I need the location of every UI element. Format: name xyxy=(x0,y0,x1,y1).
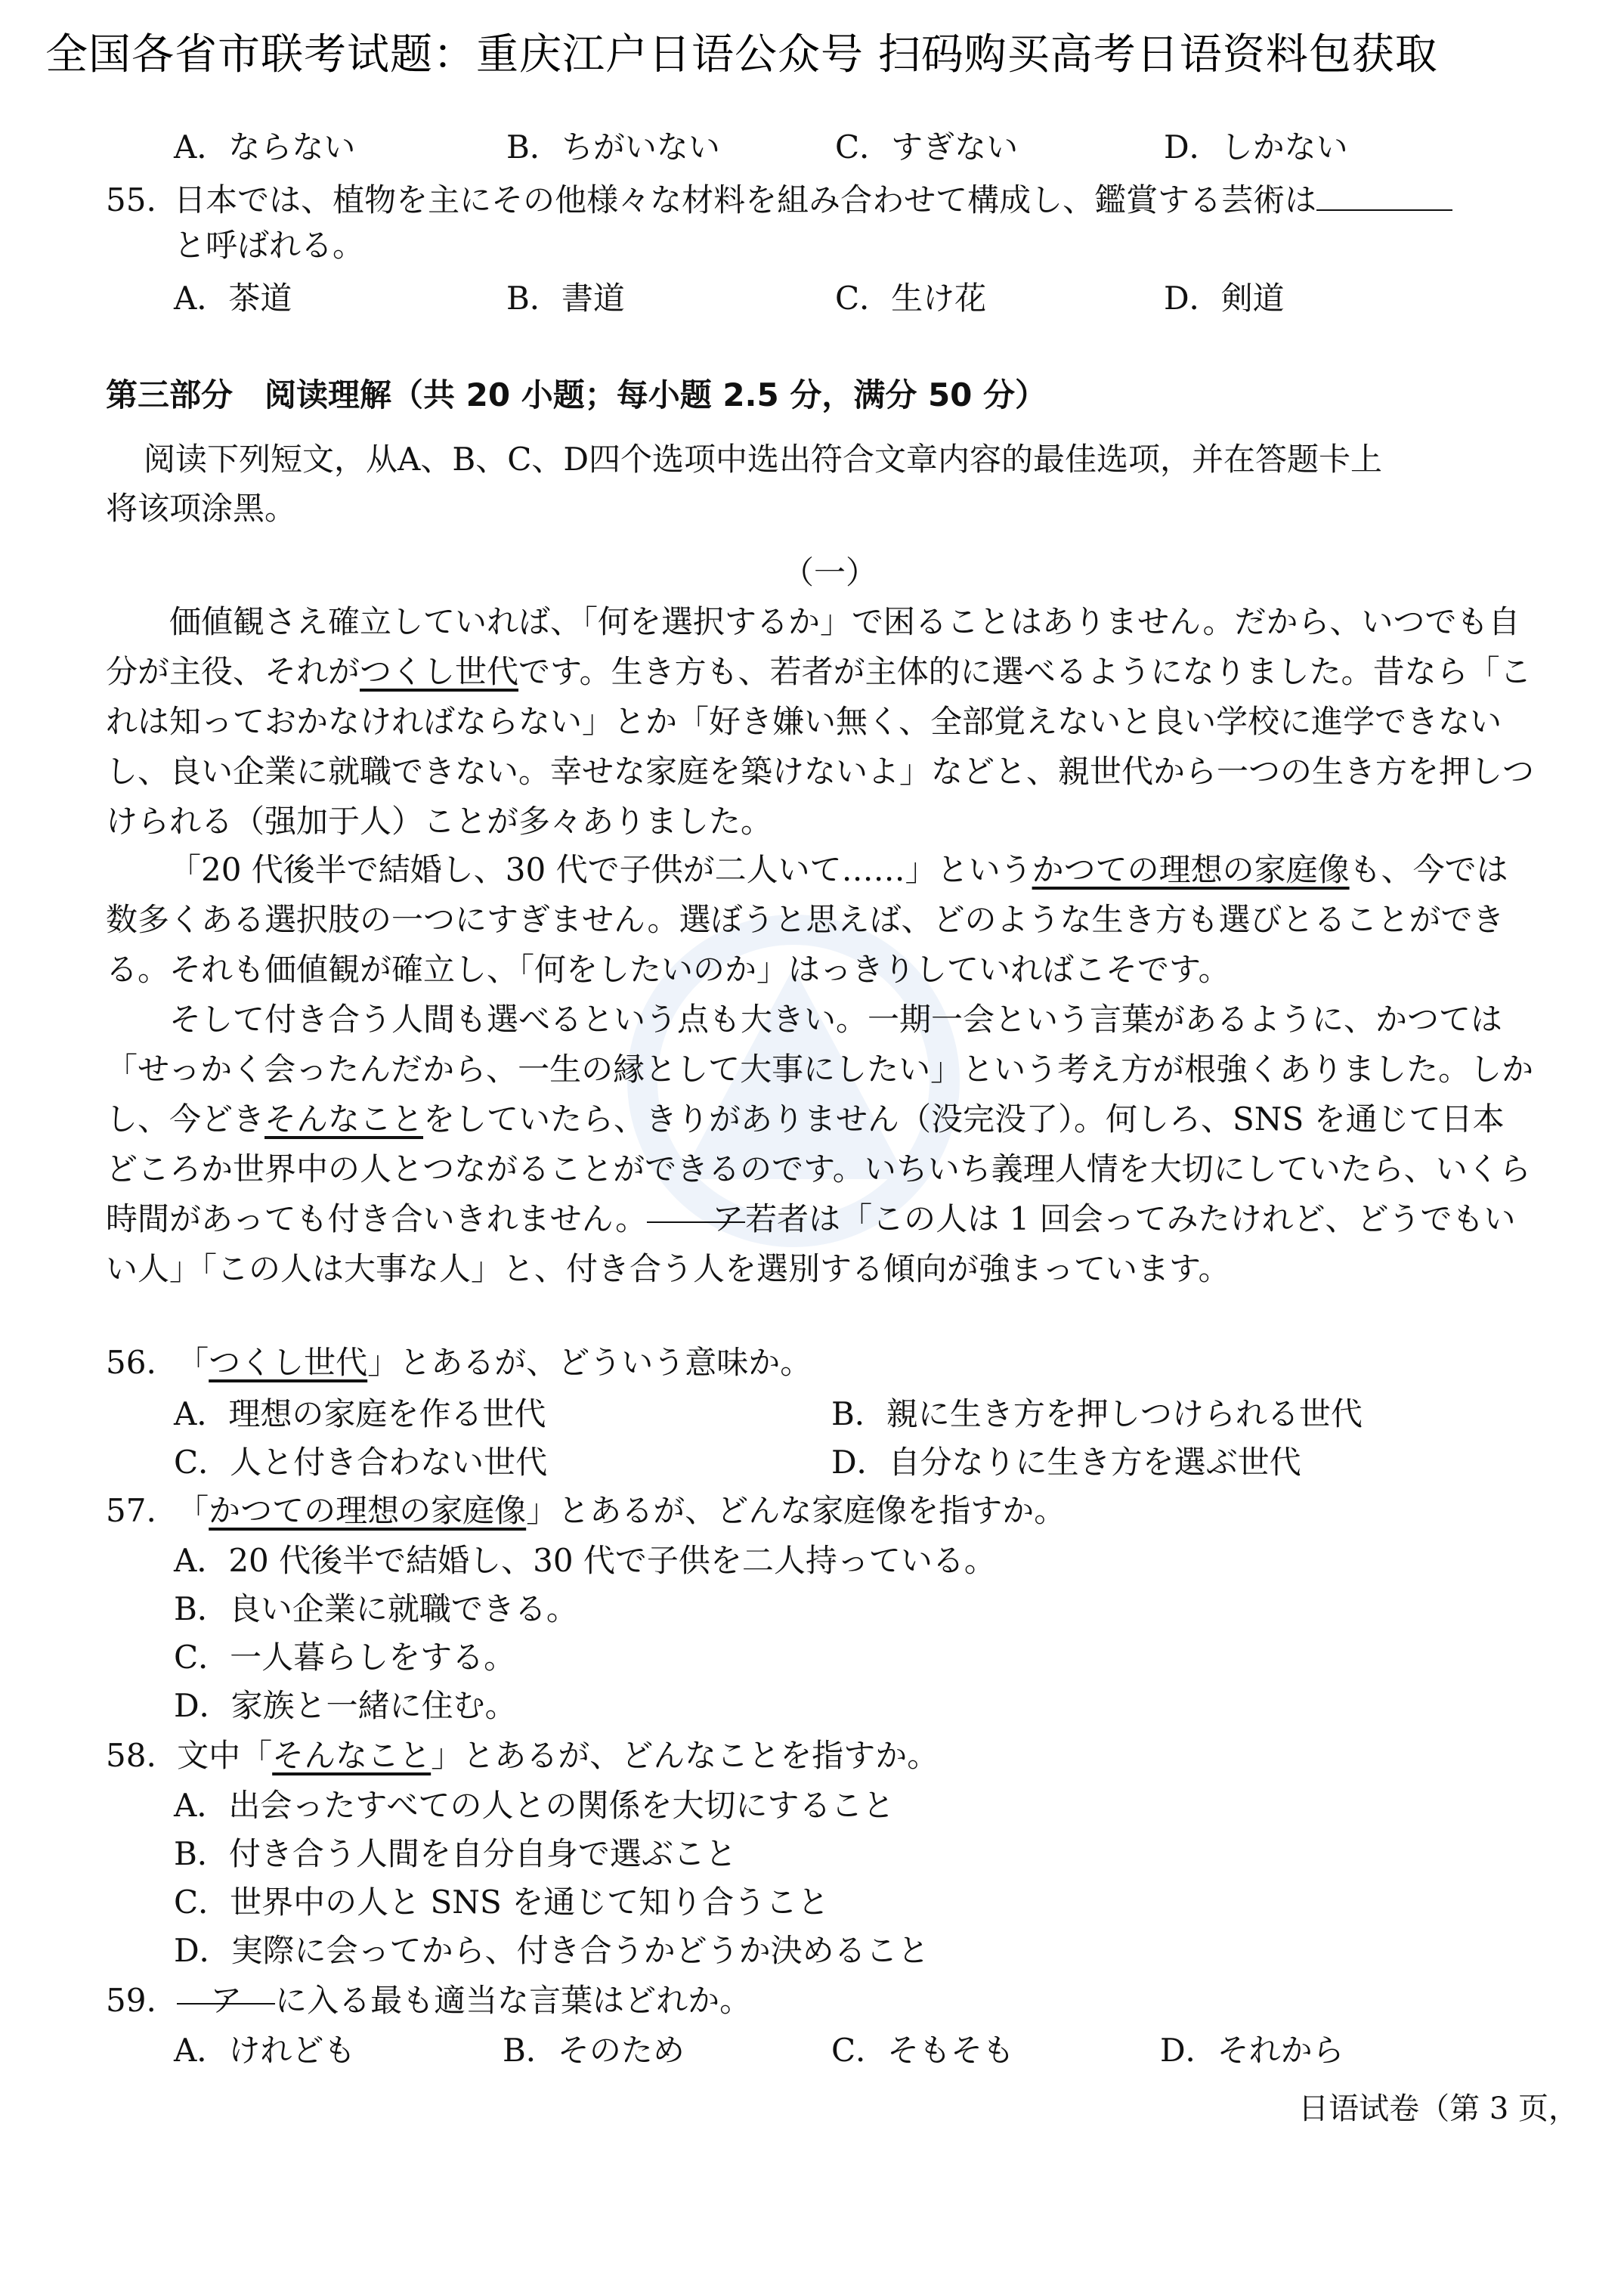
answer-blank xyxy=(1316,182,1452,211)
option-b: B．書道 xyxy=(506,280,625,317)
option-d: D．それから xyxy=(1160,2032,1344,2069)
section-instructions-cont: 将该项涂黑。 xyxy=(106,490,297,527)
underlined-phrase: そんなこと xyxy=(272,1737,432,1774)
question-number: 56. xyxy=(106,1344,156,1381)
page-footer: 日语试卷（第 3 页， xyxy=(1298,2091,1579,2126)
option-a: A．出会ったすべての人との関係を大切にすること xyxy=(174,1787,895,1824)
answer-blank: ア xyxy=(177,1976,275,2005)
question-number: 58. xyxy=(106,1737,156,1774)
underlined-phrase: かつての理想の家庭像 xyxy=(1032,851,1350,888)
option-a: A．茶道 xyxy=(174,280,292,317)
option-c: C．生け花 xyxy=(835,280,987,317)
question-number: 59. xyxy=(106,1982,156,2019)
option-c: C．そもそも xyxy=(831,2032,1015,2069)
option-c: C．人と付き合わない世代 xyxy=(174,1444,548,1481)
option-b: B．ちがいない xyxy=(506,128,720,166)
option-d: D．自分なりに生き方を選ぶ世代 xyxy=(831,1444,1301,1481)
answer-blank: ア xyxy=(647,1194,745,1223)
option-b: B．親に生き方を押しつけられる世代 xyxy=(831,1395,1363,1432)
option-d: D．家族と一緒に住む。 xyxy=(174,1687,517,1724)
option-b: B．良い企業に就職できる。 xyxy=(174,1590,578,1627)
option-a: A．けれども xyxy=(174,2032,356,2069)
question-number: 55. xyxy=(106,181,156,218)
passage-paragraph-2: 「20 代後半で結婚し、30 代で子供が二人いて……」というかつての理想の家庭像も、今では数多くある選択肢の一つにすぎません。選ぼうと思えば、どのような生き方も選びとることができる。それも価値観が確立し、「何をしたいのか」はっきりしていればこそです。 xyxy=(106,851,1508,988)
option-b: B．付き合う人間を自分自身で選ぶこと xyxy=(174,1835,737,1872)
option-a: A．ならない xyxy=(174,128,356,166)
question-number: 57. xyxy=(106,1492,156,1529)
option-b: B．そのため xyxy=(503,2032,685,2069)
option-c: C．一人暮らしをする。 xyxy=(174,1639,516,1676)
section-title: 第三部分 阅读理解（共 20 小题；每小题 2.5 分，满分 50 分） xyxy=(106,376,1047,413)
underlined-phrase: つくし世代 xyxy=(209,1344,368,1381)
option-d: D．剣道 xyxy=(1164,280,1285,317)
option-c: C．すぎない xyxy=(835,128,1019,166)
section-instructions: 阅读下列短文，从A、B、C、D四个选项中选出符合文章内容的最佳选项，并在答题卡上 xyxy=(144,441,1383,478)
underlined-phrase: かつての理想の家庭像 xyxy=(209,1492,527,1529)
option-d: D．しかない xyxy=(1164,128,1348,166)
passage-paragraph-3: そして付き合う人間も選べるという点も大きい。一期一会という言葉があるように、かつては「せっかく会ったんだから、一生の縁として大事にしたい」という考え方が根強くありました。しかし、今どきそんなことをしていたら、きりがありません（没完没了）。何しろ、SNS を通じて日本どころか世界中の人とつながることができるのです。いちいち義理人情を大切にしていたら、いくら時間があっても付き合いきれません。 ア若者は「この人は 1 回会ってみたけれど、どうでもいい人」「この人は大事な人」と、付き合う人を選別する傾向が強まっています。 xyxy=(106,1001,1534,1287)
option-c: C．世界中の人と SNS を通じて知り合うこと xyxy=(174,1884,830,1921)
underlined-phrase: そんなこと xyxy=(264,1101,424,1138)
option-a: A．20 代後半で結婚し、30 代で子供を二人持っている。 xyxy=(174,1542,996,1579)
question-text: 日本では、植物を主にその他様々な材料を組み合わせて構成し、鑑賞する芸術は xyxy=(174,181,1317,218)
option-a: A．理想の家庭を作る世代 xyxy=(174,1395,546,1432)
passage-paragraph-1: 価値観さえ確立していれば、「何を選択するか」で困ることはありません。だから、いつでも自分が主役、それがつくし世代です。生き方も、若者が主体的に選べるようになりました。昔なら「これは知っておかなければならない」とか「好き嫌い無く、全部覚えないと良い学校に進学できないし、良い企業に就職できない。幸せな家庭を築けないよ」などと、親世代から一つの生き方を押しつけられる（强加于人）ことが多々ありました。 xyxy=(106,603,1535,840)
page-banner: 全国各省市联考试题：重庆江户日语公众号 扫码购买高考日语资料包获取 xyxy=(45,30,1438,79)
option-d: D．実際に会ってから、付き合うかどうか決めること xyxy=(174,1932,930,1969)
underlined-phrase: つくし世代 xyxy=(360,653,519,690)
question-text-cont: と呼ばれる。 xyxy=(174,227,365,264)
passage-heading: （一） xyxy=(782,554,878,591)
